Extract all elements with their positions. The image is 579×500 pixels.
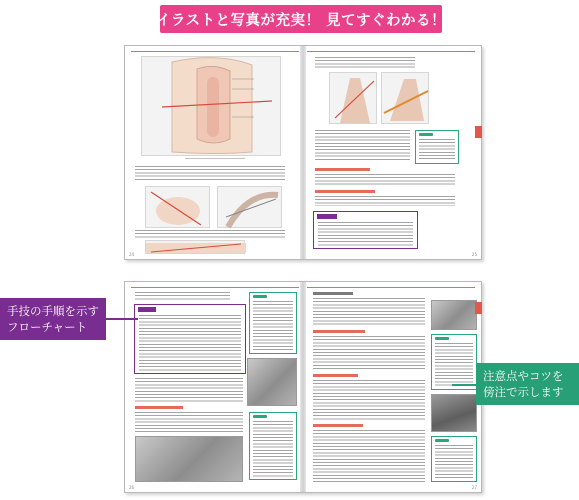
bottom-spread bbox=[124, 281, 482, 493]
flowchart-callout-line-2: フローチャート bbox=[7, 320, 88, 334]
top-sidenote bbox=[415, 130, 459, 164]
flowchart-callout-line-1: 手技の手順を示す bbox=[7, 304, 99, 318]
anatomy-illustration bbox=[141, 56, 281, 156]
catheter-illustration-1 bbox=[329, 72, 377, 124]
ultrasound-photo bbox=[431, 300, 477, 330]
headline-text: イラストと写真が充実！ 見てすぐわかる！ bbox=[155, 12, 447, 29]
procedure-flowchart-box bbox=[134, 304, 246, 374]
needle-illustration-2 bbox=[217, 186, 282, 228]
procedure-photo-1 bbox=[247, 358, 297, 406]
sidenote-callout bbox=[476, 363, 579, 405]
flowchart-callout-leader bbox=[104, 318, 138, 320]
bottom-left-sidenote-2 bbox=[249, 412, 297, 480]
needle-illustration-1 bbox=[145, 186, 210, 228]
procedure-photo-3 bbox=[431, 394, 477, 432]
top-right-page: 25 bbox=[303, 46, 481, 259]
sidenote-callout-line-2: 傍注で示します bbox=[483, 385, 564, 399]
bottom-right-sidenote-1 bbox=[431, 334, 477, 390]
bottom-left-sidenote-1 bbox=[249, 292, 297, 354]
bottom-right-sidenote-2 bbox=[431, 436, 477, 482]
sidenote-callout-line-1: 注意点やコツを bbox=[483, 369, 564, 383]
top-flowchart-box bbox=[313, 211, 418, 249]
top-left-page: 24 bbox=[125, 46, 303, 259]
procedure-photo-2 bbox=[135, 436, 243, 482]
needle-illustration-3 bbox=[145, 240, 245, 254]
headline-banner bbox=[155, 5, 447, 33]
catheter-illustration-2 bbox=[381, 72, 429, 124]
flowchart-callout bbox=[0, 298, 106, 340]
bottom-left-page: 26 bbox=[125, 282, 303, 492]
sidenote-callout-leader bbox=[452, 384, 478, 386]
top-spread bbox=[124, 45, 482, 260]
bottom-right-page: 27 bbox=[303, 282, 481, 492]
